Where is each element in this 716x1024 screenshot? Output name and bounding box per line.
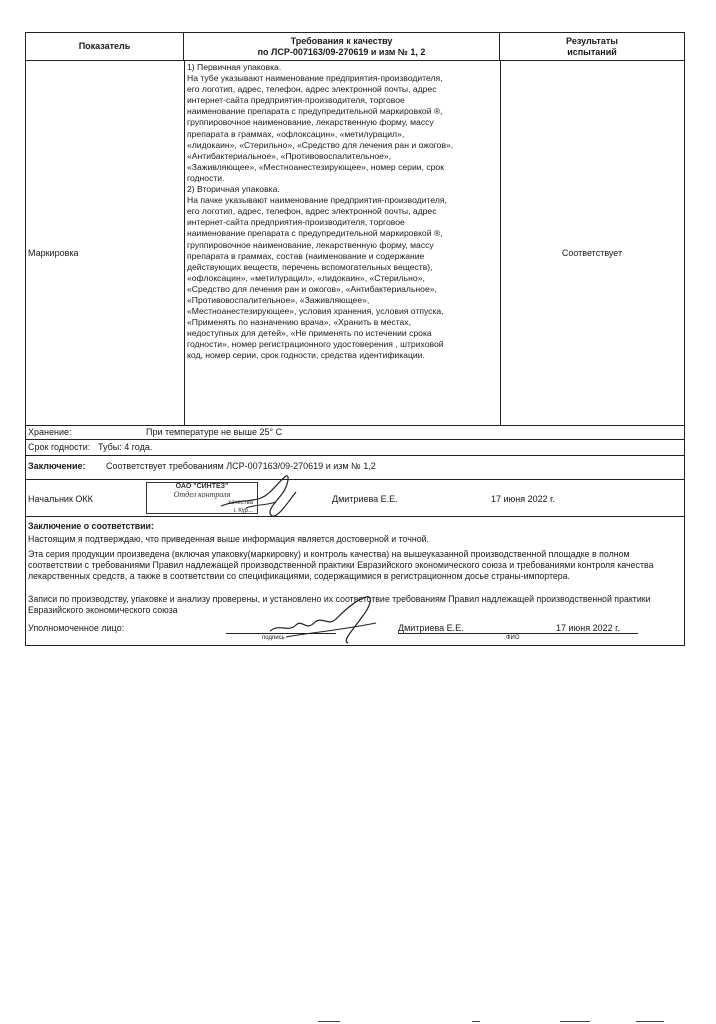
- header-indicator: [26, 33, 184, 61]
- compliance-title: Заключение о соответствии:: [28, 521, 154, 531]
- okk-name: Дмитриева Е.Е.: [332, 494, 398, 504]
- shelf-life-label: Срок годности:: [28, 442, 91, 452]
- scan-artifact: [636, 1021, 664, 1022]
- header-requirements: [184, 33, 500, 61]
- conclusion-row: [26, 456, 684, 480]
- marking-result: Соответствует: [561, 248, 623, 258]
- marking-label: Маркировка: [28, 248, 79, 258]
- authorized-person-name: Дмитриева Е.Е.: [398, 623, 464, 633]
- header-requirements-line2: по ЛСР-007163/09-270619 и изм № 1, 2: [257, 46, 426, 57]
- quality-table: [25, 32, 685, 646]
- storage-label: Хранение:: [28, 427, 72, 437]
- header-indicator-label: Показатель: [78, 41, 131, 51]
- shelf-life-value: Тубы: 4 года.: [98, 442, 153, 452]
- okk-row: [26, 480, 684, 517]
- storage-value: При температуре не выше 25° С: [146, 427, 283, 437]
- signature-caption: подпись: [262, 635, 285, 641]
- conclusion-value: Соответствует требованиям ЛСР-007163/09-270619 и изм № 1,2: [106, 461, 376, 471]
- company-stamp: ОАО "СИНТЕЗ" Отдел контроля качества г. Кур...: [146, 482, 258, 514]
- authorized-date: 17 июня 2022 г.: [556, 623, 620, 633]
- fio-caption: ФИО: [506, 635, 520, 641]
- compliance-p2: Эта серия продукции произведена (включая упаковку(маркировку) и контроль качества) на вышеуказанной производственной площадке в полном соответствии с требованиями Правил надлежащей производственной практики Евразийского экономического союза и требованиями контроля качества лекарственных средств, а также в соответствии со спецификациями, содержащимися в регистрационном досье страны-импортера.: [28, 549, 654, 581]
- header-results: [500, 33, 684, 61]
- scan-artifact: [560, 1021, 590, 1022]
- scan-artifact: [318, 1021, 340, 1022]
- marking-row: [26, 61, 684, 426]
- scan-artifact: [472, 1021, 480, 1022]
- okk-signature: [216, 472, 306, 522]
- okk-date: 17 июня 2022 г.: [491, 494, 555, 504]
- compliance-p3: Записи по производству, упаковке и анализу проверены, и установлено их соответствие требованиям Правил надлежащей производственной практики Евразийского экономического союза: [28, 594, 651, 615]
- fio-line: [398, 633, 638, 634]
- storage-row: [26, 426, 684, 440]
- marking-requirements: 1) Первичная упаковка. На тубе указывают наименование предприятия-производителя, его логотип, адрес, телефон, адрес электронной почты, адрес интернет-сайта предприятия-производителя, торговое наименование препарата с предупредительной маркировкой ®, группировочное наименование, лекарственную форму, массу препарата в граммах, «офлоксацин», «метилурацил», «лидокаин», «Стерильно», «Средство для лечения ран и ожогов», «Антибактериальное», «Противовоспалительное», «Заживляющее», «Местноанестезирующее», номер серии, срок годности. 2) Вторичная упаковка. На пачке указывают наименование предприятия-производителя, его логотип, адрес, телефон, адрес электронной почты, адрес интернет-сайта предприятия-производителя, торговое наименование препарата с предупредительной маркировкой ®, группировочное наименование, лекарственную форму, массу препарата в граммах, состав (наименование и содержание действующих веществ, перечень вспомогательных веществ), «офлоксацин», «метилурацил», «лидокаин», «Стерильно», «Средство для лечения ран и ожогов», «Антибактериальное», «Противовоспалительное», «Заживляющее», «Местноанестезирующее», условия хранения, условия отпуска, «Применять по назначению врача», «Хранить в местах, недоступных для детей», «Не применять по истечении срока годности», номер регистрационного удостоверения , штриховой код, номер серии, срок годности, средства идентификации.: [187, 62, 454, 361]
- header-requirements-line1: Требования к качеству: [290, 35, 393, 46]
- shelf-life-row: [26, 440, 684, 456]
- signature-line: [226, 633, 336, 634]
- header-results-line1: Результаты: [566, 35, 618, 46]
- okk-label: Начальник ОКК: [28, 494, 93, 504]
- authorized-person-label: Уполномоченное лицо:: [28, 623, 125, 633]
- compliance-p1: Настоящим я подтверждаю, что приведенная выше информация является достоверной и точной.: [28, 534, 429, 544]
- conclusion-label: Заключение:: [28, 461, 86, 471]
- header-results-line2: испытаний: [567, 46, 617, 57]
